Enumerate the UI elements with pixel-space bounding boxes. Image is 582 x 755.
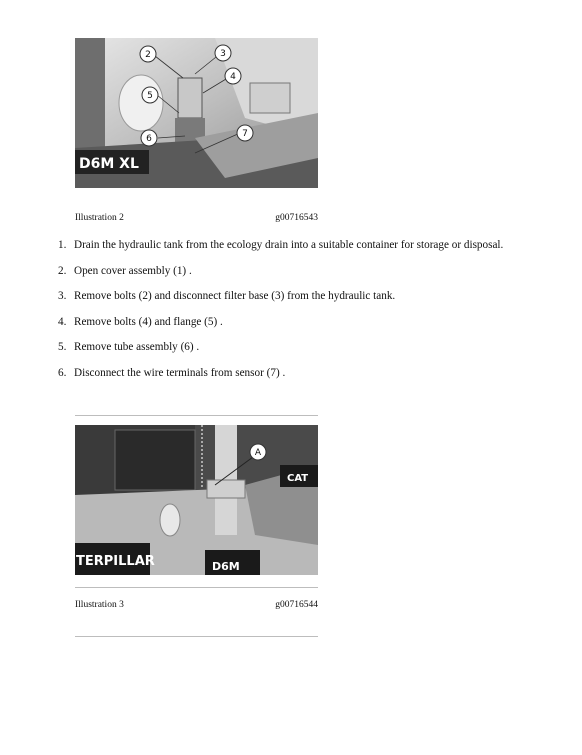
divider-mid <box>75 587 318 588</box>
callout-3: 3 <box>220 49 226 59</box>
callout-5: 5 <box>147 91 153 101</box>
callout-a: A <box>254 448 262 458</box>
callout-2: 2 <box>145 50 151 60</box>
step-text: Open cover assembly (1) . <box>74 264 192 277</box>
illustration-2-caption: Illustration 2 <box>75 213 124 223</box>
step-text: Remove tube assembly (6) . <box>74 341 200 354</box>
step-text: Remove bolts (4) and flange (5) . <box>74 315 223 328</box>
photo-model-label-2: D6M <box>212 560 240 573</box>
step-number: 2. <box>58 264 67 277</box>
step-number: 1. <box>58 239 67 251</box>
divider-top <box>75 415 318 416</box>
illustration-3-caption-row <box>75 600 318 610</box>
step-number: 5. <box>58 341 67 354</box>
step-item <box>58 264 503 290</box>
illustration-2-code: g00716543 <box>275 213 318 223</box>
step-number: 6. <box>58 366 67 379</box>
step-text: Remove bolts (2) and disconnect filter base (3) from the hydraulic tank. <box>74 290 396 303</box>
illustration-3-code: g00716544 <box>275 600 318 610</box>
step-item <box>58 366 503 392</box>
callout-4: 4 <box>230 72 236 82</box>
photo-model-label: D6M XL <box>79 156 139 172</box>
procedure-steps <box>58 238 503 392</box>
illustration-2-photo <box>75 38 318 188</box>
photo-brand-cat: CAT <box>287 473 309 484</box>
callout-7: 7 <box>242 129 248 139</box>
step-text: Disconnect the wire terminals from sensor (7) . <box>74 366 286 379</box>
illustration-2-caption-row <box>75 213 318 223</box>
step-number: 4. <box>58 315 67 328</box>
illustration-3-caption: Illustration 3 <box>75 600 124 610</box>
step-text: Drain the hydraulic tank from the ecology drain into a suitable container for storage or disposal. <box>74 239 504 251</box>
divider-bottom <box>75 636 318 637</box>
step-item <box>58 315 503 341</box>
step-item <box>58 340 503 366</box>
step-number: 3. <box>58 290 67 303</box>
photo-brand-body: TERPILLAR <box>76 554 155 569</box>
callout-6: 6 <box>146 134 152 144</box>
step-item <box>58 238 503 264</box>
step-item <box>58 289 503 315</box>
illustration-3-photo <box>75 425 318 575</box>
